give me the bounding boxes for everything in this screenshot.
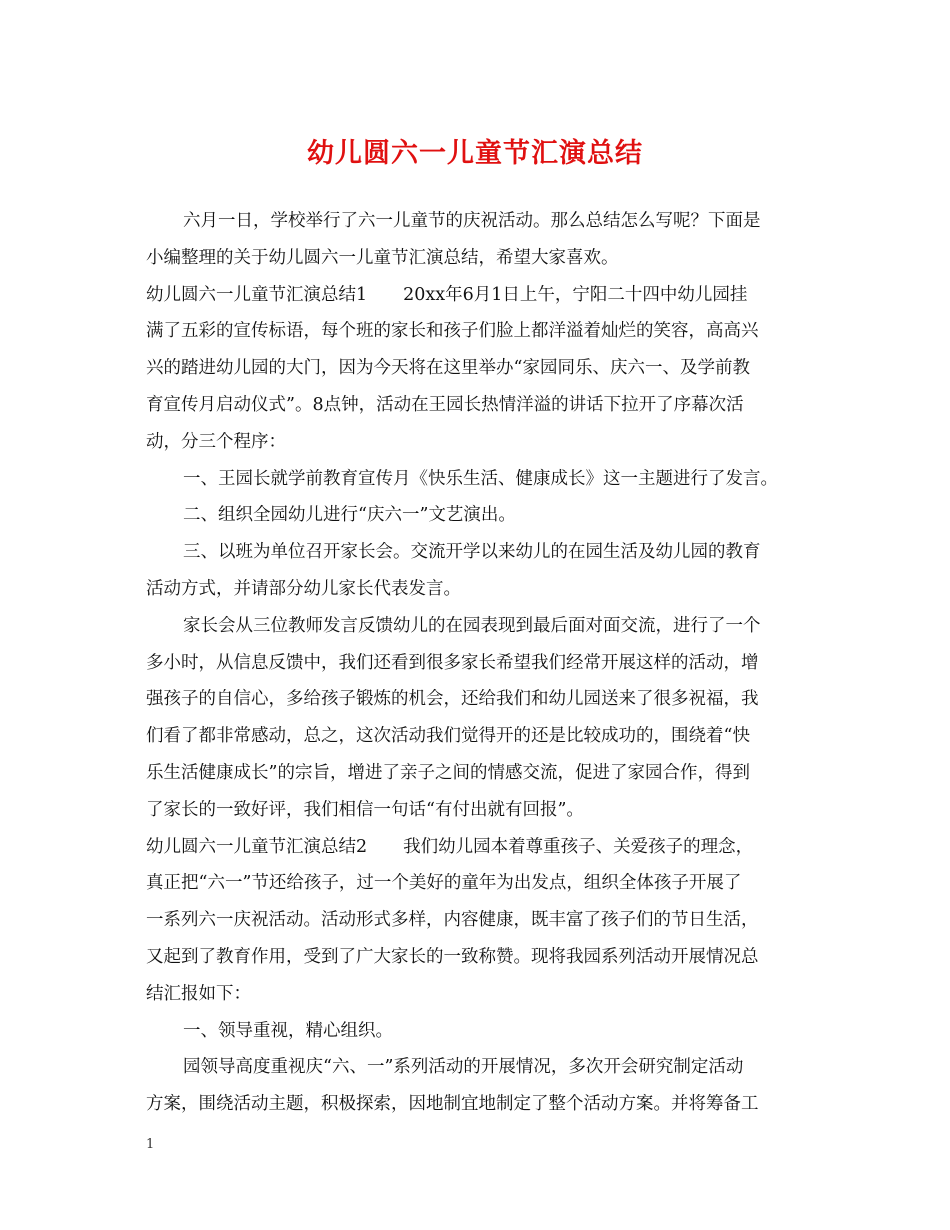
text-line bbox=[146, 571, 810, 608]
text-line bbox=[146, 277, 810, 314]
line-text: 活动方式，并请部分幼儿家长代表发言。 bbox=[146, 578, 461, 599]
line-text: 方案，围绕活动主题，积极探索，因地制宜地制定了整个活动方案。并将筹备工 bbox=[146, 1094, 759, 1115]
line-text: 20xx年6月1日上午，宁阳二十四中幼儿园挂 bbox=[403, 284, 748, 305]
line-text: 育宣传月启动仪式”。8点钟，活动在王园长热情洋溢的讲话下拉开了序幕次活 bbox=[146, 394, 744, 415]
text-line bbox=[146, 829, 810, 866]
text-line bbox=[146, 424, 810, 461]
text-line bbox=[146, 350, 810, 387]
text-line bbox=[146, 939, 810, 976]
line-text: 结汇报如下： bbox=[146, 983, 251, 1004]
line-text: 多小时，从信息反馈中，我们还看到很多家长希望我们经常开展这样的活动，增 bbox=[146, 652, 759, 673]
text-line bbox=[146, 718, 810, 755]
line-text: 一、领导重视，精心组织。 bbox=[183, 1020, 393, 1041]
line-text: 强孩子的自信心，多给孩子锻炼的机会，还给我们和幼儿园送来了很多祝福，我 bbox=[146, 689, 759, 710]
text-line bbox=[146, 755, 810, 792]
line-text: 家长会从三位教师发言反馈幼儿的在园表现到最后面对面交流，进行了一个 bbox=[183, 615, 761, 636]
page-number: 1 bbox=[146, 1137, 155, 1152]
text-line bbox=[146, 1049, 810, 1086]
line-text: 兴的踏进幼儿园的大门，因为今天将在这里举办“家园同乐、庆六一、及学前教 bbox=[146, 358, 750, 379]
text-line bbox=[146, 792, 810, 829]
line-text: 一系列六一庆祝活动。活动形式多样，内容健康，既丰富了孩子们的节日生活， bbox=[146, 910, 759, 931]
text-line bbox=[146, 1013, 810, 1050]
line-text: 园领导高度重视庆“六、一”系列活动的开展情况，多次开会研究制定活动 bbox=[183, 1057, 744, 1078]
text-line bbox=[146, 645, 810, 682]
line-text: 小编整理的关于幼儿圆六一儿童节汇演总结，希望大家喜欢。 bbox=[146, 247, 619, 268]
section-heading: 幼儿圆六一儿童节汇演总结2 bbox=[146, 836, 368, 857]
line-text: 二、组织全园幼儿进行“庆六一”文艺演出。 bbox=[183, 505, 516, 526]
line-text: 了家长的一致好评，我们相信一句话“有付出就有回报”。 bbox=[146, 799, 584, 820]
line-text: 乐生活健康成长”的宗旨，增进了亲子之间的情感交流，促进了家园合作，得到 bbox=[146, 762, 750, 783]
line-text: 们看了都非常感动，总之，这次活动我们觉得开的还是比较成功的，围绕着“快 bbox=[146, 726, 750, 747]
text-line bbox=[146, 461, 810, 498]
section-heading: 幼儿圆六一儿童节汇演总结1 bbox=[146, 284, 368, 305]
text-line bbox=[146, 313, 810, 350]
line-text: 真正把“六一”节还给孩子，过一个美好的童年为出发点，组织全体孩子开展了 bbox=[146, 873, 742, 894]
text-line bbox=[146, 240, 810, 277]
text-line bbox=[146, 865, 810, 902]
text-line bbox=[146, 902, 810, 939]
text-line bbox=[146, 203, 810, 240]
text-line bbox=[146, 387, 810, 424]
document-title: 幼儿圆六一儿童节汇演总结 bbox=[307, 138, 643, 169]
text-line bbox=[146, 681, 810, 718]
document-body bbox=[146, 203, 810, 1123]
line-text: 三、以班为单位召开家长会。交流开学以来幼儿的在园生活及幼儿园的教育 bbox=[183, 542, 761, 563]
text-line bbox=[146, 497, 810, 534]
text-line bbox=[146, 976, 810, 1013]
line-text: 满了五彩的宣传标语，每个班的家长和孩子们脸上都洋溢着灿烂的笑容，高高兴 bbox=[146, 321, 759, 342]
text-line bbox=[146, 608, 810, 645]
line-text: 动，分三个程序： bbox=[146, 431, 286, 452]
line-text: 我们幼儿园本着尊重孩子、关爱孩子的理念， bbox=[403, 836, 754, 857]
text-line bbox=[146, 1086, 810, 1123]
line-text: 又起到了教育作用，受到了广大家长的一致称赞。现将我园系列活动开展情况总 bbox=[146, 946, 759, 967]
text-line bbox=[146, 534, 810, 571]
line-text: 一、王园长就学前教育宣传月《快乐生活、健康成长》这一主题进行了发言。 bbox=[183, 468, 778, 489]
line-text: 六月一日，学校举行了六一儿童节的庆祝活动。那么总结怎么写呢？下面是 bbox=[183, 211, 761, 231]
